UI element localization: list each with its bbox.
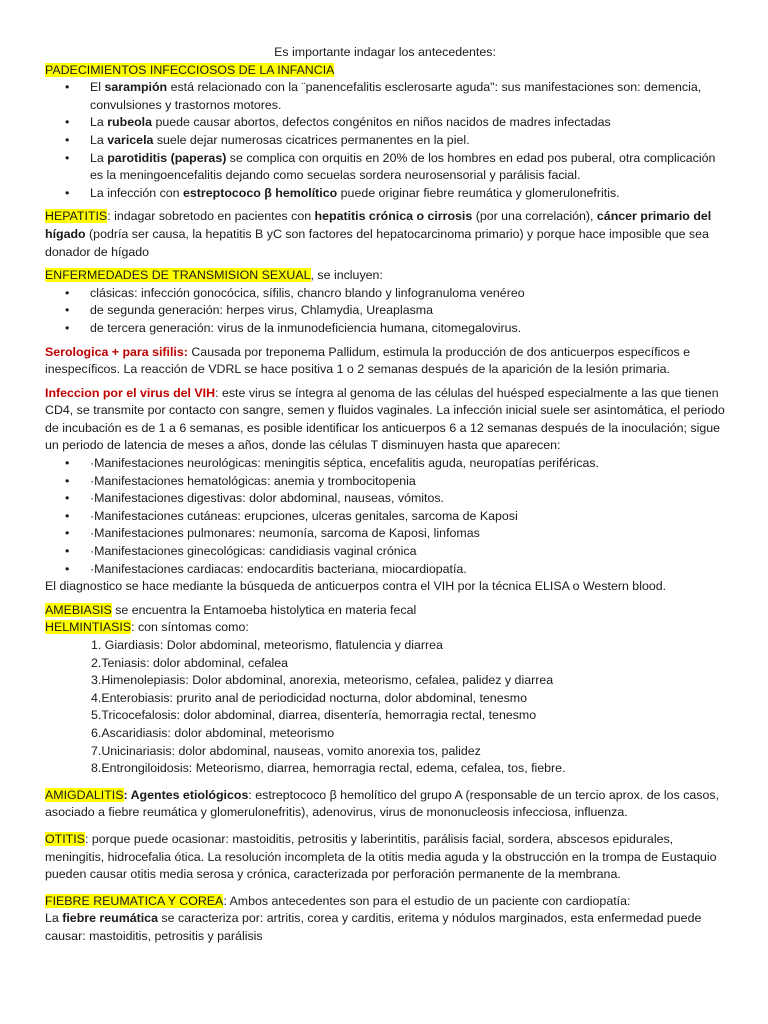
list-item: 3.Himenolepiasis: Dolor abdominal, anorexia, meteorismo, cefalea, palidez y diarrea bbox=[91, 673, 554, 688]
hepatitis-paragraph: HEPATITIS: indagar sobretodo en pacientes con hepatitis crónica o cirrosis (por una correlación), cáncer primario del hígado (podría ser causa, la hepatitis B yC son factores del hepatocarcinoma primario) y porque hace imposible que sea donador de hígado bbox=[45, 209, 712, 259]
vih-list bbox=[45, 455, 725, 578]
list-item: • de tercera generación: virus de la inmunodeficiencia humana, citomegalovirus. bbox=[45, 320, 725, 338]
amebiasis-line: AMEBIASIS se encuentra la Entamoeba histolytica en materia fecal bbox=[45, 602, 417, 617]
list-item: • ·Manifestaciones cutáneas: erupciones, ulceras genitales, sarcoma de Kaposi bbox=[45, 508, 725, 526]
list-item: • de segunda generación: herpes virus, Chlamydia, Ureaplasma bbox=[45, 302, 725, 320]
list-item: 4.Enterobiasis: prurito anal de periodicidad nocturna, dolor abdominal, tenesmo bbox=[91, 690, 528, 705]
list-item: • ·Manifestaciones pulmonares: neumonía, sarcoma de Kaposi, linfomas bbox=[45, 525, 725, 543]
document-page bbox=[45, 44, 725, 946]
fiebre-heading-line: FIEBRE REUMATICA Y COREA: Ambos antecedentes son para el estudio de un paciente con cardiopatía: bbox=[45, 893, 631, 908]
sifilis-paragraph: Serologica + para sifilis: Causada por treponema Pallidum, estimula la producción de dos anticuerpos específicos e inespecíficos. La reacción de VDRL se hace positiva 1 o 2 semanas después de la aparición de la lesión primaria. bbox=[45, 344, 691, 377]
list-item: • clásicas: infección gonocócica, sífilis, chancro blando y linfogranuloma venéreo bbox=[45, 285, 725, 303]
intro-line: Es importante indagar los antecedentes: bbox=[274, 45, 496, 59]
otitis-paragraph: OTITIS: porque puede ocasionar: mastoiditis, petrositis y laberintitis, parálisis facial, sordera, abscesos epidurales, meningitis, hidrocefalia ótica. La resolución incompleta de la otitis media aguda y la obstrucción en la trompa de Eustaquio pueden causar otitis media serosa y crónica, caracterizada por perforación permanente de la membrana. bbox=[45, 831, 717, 882]
list-item: • La varicela suele dejar numerosas cicatrices permanentes en la piel. bbox=[45, 132, 725, 150]
list-item: • La parotiditis (paperas) se complica con orquitis en 20% de los hombres en edad pos puberal, otra complicación es la meningoencefalitis dejando como secuelas sordera neurosensorial y parálisis facial. bbox=[45, 150, 725, 185]
section-heading: AMIGDALITIS bbox=[45, 787, 124, 802]
ets-heading-line: ENFERMEDADES DE TRANSMISION SEXUAL, se incluyen: bbox=[45, 268, 383, 283]
amigdalitis-paragraph: AMIGDALITIS: Agentes etiológicos: estreptococo β hemolítico del grupo A (responsable de un tercio aprox. de los casos, asociado a fiebre reumática y glomerulonefritis), adenovirus, virus de mononucleosis infecciosa, influenza. bbox=[45, 787, 720, 820]
section-heading: PADECIMIENTOS INFECCIOSOS DE LA INFANCIA bbox=[45, 62, 335, 77]
list-item: • ·Manifestaciones hematológicas: anemia y trombocitopenia bbox=[45, 473, 725, 491]
helmintiasis-list bbox=[45, 637, 725, 778]
list-item: • ·Manifestaciones neurológicas: meningitis séptica, encefalitis aguda, neuropatías periféricas. bbox=[45, 455, 725, 473]
section-heading: AMEBIASIS bbox=[45, 602, 112, 617]
vih-diagnostico: El diagnostico se hace mediante la búsqueda de anticuerpos contra el VIH por la técnica ELISA o Western blood. bbox=[45, 579, 667, 594]
list-item: • La rubeola puede causar abortos, defectos congénitos en niños nacidos de madres infectadas bbox=[45, 114, 725, 132]
section-heading: Infeccion por el virus del VIH bbox=[45, 385, 216, 400]
helmintiasis-line: HELMINTIASIS: con síntomas como: bbox=[45, 620, 249, 635]
section-heading: FIEBRE REUMATICA Y COREA bbox=[45, 893, 224, 908]
list-item: • ·Manifestaciones cardiacas: endocarditis bacteriana, miocardiopatía. bbox=[45, 561, 725, 579]
list-item: 2.Teniasis: dolor abdominal, cefalea bbox=[91, 655, 288, 670]
ets-list bbox=[45, 285, 725, 338]
list-item: • ·Manifestaciones ginecológicas: candidiasis vaginal crónica bbox=[45, 543, 725, 561]
section-heading: HEPATITIS bbox=[45, 209, 108, 224]
list-item: 1. Giardiasis: Dolor abdominal, meteorismo, flatulencia y diarrea bbox=[91, 638, 443, 652]
list-item: • La infección con estreptococo β hemolítico puede originar fiebre reumática y glomerulonefritis. bbox=[45, 185, 725, 203]
infancia-heading bbox=[45, 62, 725, 80]
fiebre-paragraph: La fiebre reumática se caracteriza por: artritis, corea y carditis, eritema y nódulos marginados, esta enfermedad puede causar: mastoiditis, petrositis y parálisis bbox=[45, 911, 702, 943]
section-heading: Serologica + para sifilis: bbox=[45, 344, 188, 359]
section-heading: HELMINTIASIS bbox=[45, 620, 132, 635]
section-heading: ENFERMEDADES DE TRANSMISION SEXUAL bbox=[45, 268, 311, 283]
infancia-list bbox=[45, 79, 725, 202]
list-item: • El sarampión está relacionado con la ¨panencefalitis esclerosarte aguda": sus manifestaciones son: demencia, convulsiones y trastornos motores. bbox=[45, 79, 725, 114]
section-heading: OTITIS bbox=[45, 831, 85, 846]
list-item: 6.Ascaridiasis: dolor abdominal, meteorismo bbox=[91, 725, 335, 740]
list-item: 8.Entrongiloidosis: Meteorismo, diarrea, hemorragia rectal, edema, cefalea, tos, fiebre. bbox=[91, 761, 566, 776]
vih-paragraph: Infeccion por el virus del VIH: este virus se íntegra al genoma de las células del huésped especialmente a las que tienen CD4, se transmite por contacto con sangre, semen y fluidos vaginales. La infección inicial suele ser asintomática, el periodo de incubación es de 1 a 6 semanas, es posible identificar los anticuerpos 6 a 12 semanas después de la inoculación; sigue un periodo de latencia de meses a años, donde las células T disminuyen hasta que aparecen: bbox=[45, 385, 725, 453]
list-item: 7.Unicinariasis: dolor abdominal, nauseas, vomito anorexia tos, palidez bbox=[91, 743, 481, 758]
list-item: • ·Manifestaciones digestivas: dolor abdominal, nauseas, vómitos. bbox=[45, 490, 725, 508]
list-item: 5.Tricocefalosis: dolor abdominal, diarrea, disentería, hemorragia rectal, tenesmo bbox=[91, 708, 537, 723]
